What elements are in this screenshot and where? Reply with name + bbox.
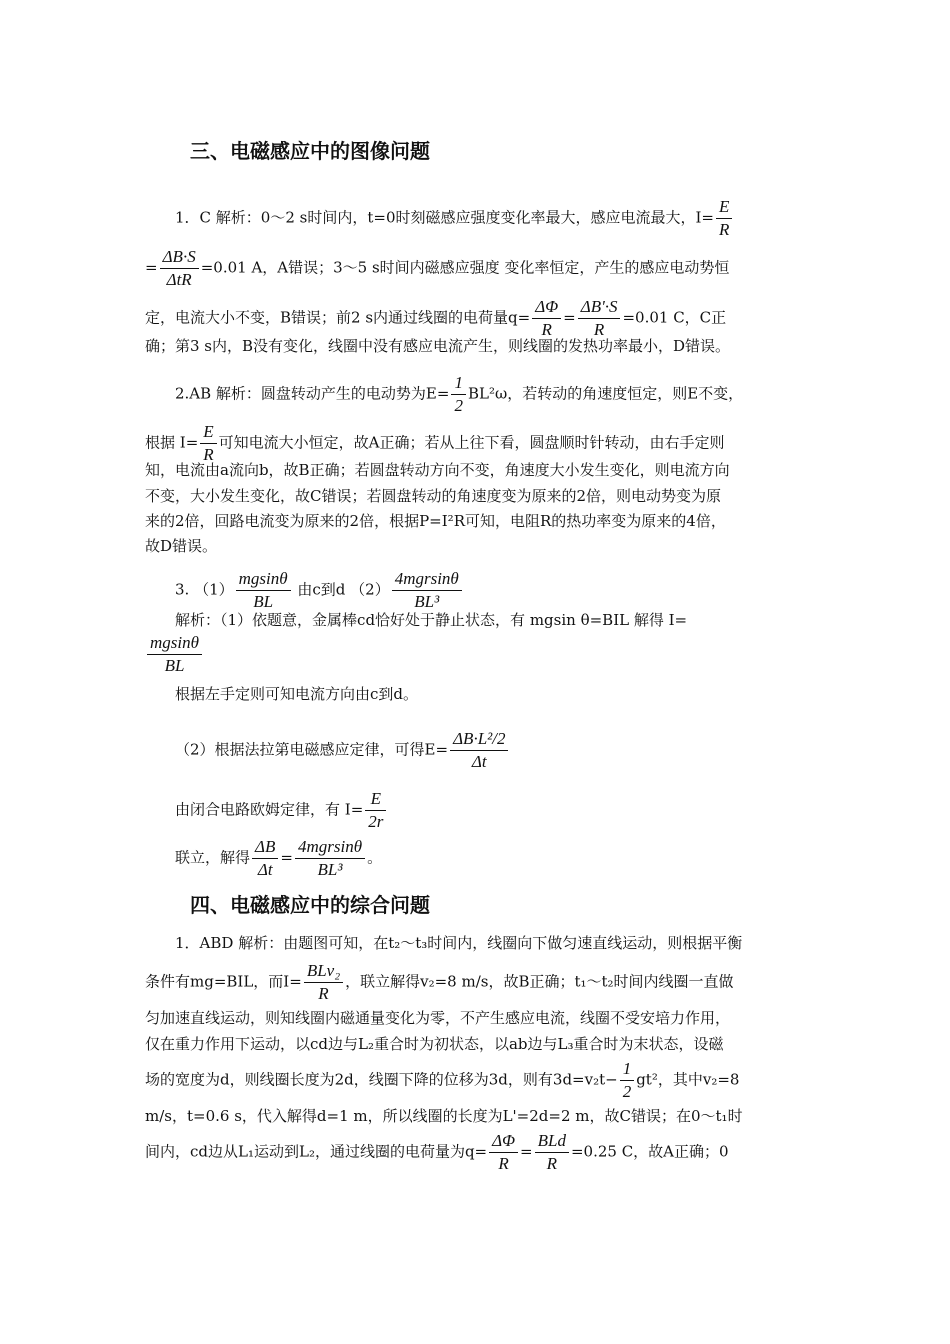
fraction: $\frac{\text{BLd}}{R}$ xyxy=(535,1130,569,1175)
q3-line2: 解析：（1）依题意，金属棒cd恰好处于静止状态，有 mgsin θ=BIL 解得 I= xyxy=(175,611,688,629)
fraction: $\frac{\Delta\Phi}{R}$ xyxy=(532,296,561,341)
q1-line3: 定，电流大小不变，B错误；前2 s内通过线圈的电荷量q= $\frac{\Delta\Phi}{R}$ = $\frac{\Delta B'\cdot S}{R}$ =0.01 C，C正 xyxy=(145,297,727,339)
q2-line5: 来的2倍，回路电流变为原来的2倍，根据P=I²R可知，电阻R的热功率变为原来的4倍， xyxy=(145,512,726,530)
q3-line3 xyxy=(145,632,810,677)
section4-heading: 四、电磁感应中的综合问题 xyxy=(190,893,430,917)
q2-line6: 故D错误。 xyxy=(145,537,218,555)
q1-line2: = $\frac{\Delta B\cdot S}{\text{ΔtR}}$ =0.01 A，A错误；3～5 s时间内磁感应强度 变化率恒定，产生的感应电动势恒 xyxy=(145,247,730,289)
fraction: $\frac{E}{R}$ xyxy=(200,421,216,466)
s4-line5: 场的宽度为d，则线圈长度为2d，线圈下降的位移为3d，则有3d=v₂t− $\frac{1}{2}$ gt²，其中v₂=8 xyxy=(145,1059,740,1101)
q2-line3: 知，电流由a流向b，故B正确；若圆盘转动方向不变，角速度大小发生变化，则电流方向 xyxy=(145,461,730,479)
s4-line6: m/s，t=0.6 s，代入解得d=1 m，所以线圈的长度为L'=2d=2 m，故C错误；在0～t₁时 xyxy=(145,1107,743,1125)
q3-line5: （2）根据法拉第电磁感应定律，可得E= $\frac{\text{ΔB·L²/2}}{\Delta t}$ xyxy=(175,728,840,773)
s4-line2: 条件有mg=BIL，而I= $\frac{\text{BLv₂}}{R}$ ，联立解得v₂=8 m/s，故B正确；t₁～t₂时间内线圈一直做 xyxy=(145,961,734,1003)
q3-line6: 由闭合电路欧姆定律，有 I= $\frac{E}{2r}$ xyxy=(175,788,840,833)
q2-line2: 根据 I= $\frac{E}{R}$ 可知电流大小恒定，故A正确；若从上往下看，圆盘顺时针转动，由右手定则 xyxy=(145,422,725,464)
fraction: $\frac{\text{ΔB·L²/2}}{\Delta t}$ xyxy=(450,728,508,773)
fraction: $\frac{\Delta B}{\Delta t}$ xyxy=(252,836,278,881)
s4-line3: 匀加速直线运动，则知线圈内磁通量变化为零，不产生感应电流，线圈不受安培力作用， xyxy=(145,1009,731,1027)
fraction: $\frac{E}{R}$ xyxy=(716,196,732,241)
fraction: $\frac{\Delta\Phi}{R}$ xyxy=(489,1130,518,1175)
q3-line4: 根据左手定则可知电流方向由c到d。 xyxy=(175,685,419,703)
fraction: $\frac{\text{4mgrsinθ}}{\text{BL³}}$ xyxy=(295,836,365,881)
fraction: $\frac{mgsin\theta}{BL}$ xyxy=(147,632,202,677)
s4-line7: 间内，cd边从L₁运动到L₂，通过线圈的电荷量为q= $\frac{\Delta\Phi}{R}$ = $\frac{\text{BLd}}{R}$ =0.25 C，故A正确；0 xyxy=(145,1131,729,1173)
fraction: $\frac{\Delta B\cdot S}{\text{ΔtR}}$ xyxy=(160,246,199,291)
fraction: $\frac{1}{2}$ xyxy=(620,1058,635,1103)
fraction: $\frac{\Delta B'\cdot S}{R}$ xyxy=(578,296,621,341)
q2-line4: 不变，大小发生变化，故C错误；若圆盘转动的角速度变为原来的2倍，则电动势变为原 xyxy=(145,487,722,505)
q3-answer: 3. （1） $\frac{mgsin\theta}{BL}$ 由c到d （2） $\frac{\text{4mgrsinθ}}{\text{BL³}}$ xyxy=(175,568,840,613)
q1-line1: 1．C 解析：0～2 s时间内，t=0时刻磁感应强度变化率最大，感应电流最大，I= $\frac{E}{R}$ xyxy=(175,196,840,241)
fraction: $\frac{\text{4mgrsinθ}}{\text{BL³}}$ xyxy=(392,568,462,613)
fraction: $\frac{\text{BLv₂}}{R}$ xyxy=(304,960,343,1005)
fraction: $\frac{E}{2r}$ xyxy=(365,788,386,833)
s4-line4: 仅在重力作用下运动，以cd边与L₂重合时为初状态，以ab边与L₃重合时为末状态，设磁 xyxy=(145,1035,724,1053)
s4-line1: 1．ABD 解析：由题图可知，在t₂～t₃时间内，线圈向下做匀速直线运动，则根据平衡 xyxy=(175,934,743,952)
q3-line7: 联立，解得 $\frac{\Delta B}{\Delta t}$ = $\frac{\text{4mgrsinθ}}{\text{BL³}}$ 。 xyxy=(175,837,383,879)
section3-heading: 三、电磁感应中的图像问题 xyxy=(190,139,430,163)
fraction: $\frac{1}{2}$ xyxy=(451,372,466,417)
q1-line4: 确；第3 s内，B没有变化，线圈中没有感应电流产生，则线圈的发热功率最小，D错误。 xyxy=(145,337,731,355)
fraction: $\frac{mgsin\theta}{BL}$ xyxy=(236,568,291,613)
q2-line1: 2.AB 解析：圆盘转动产生的电动势为E= $\frac{1}{2}$ BL²ω，若转动的角速度恒定，则E不变， xyxy=(175,373,744,415)
